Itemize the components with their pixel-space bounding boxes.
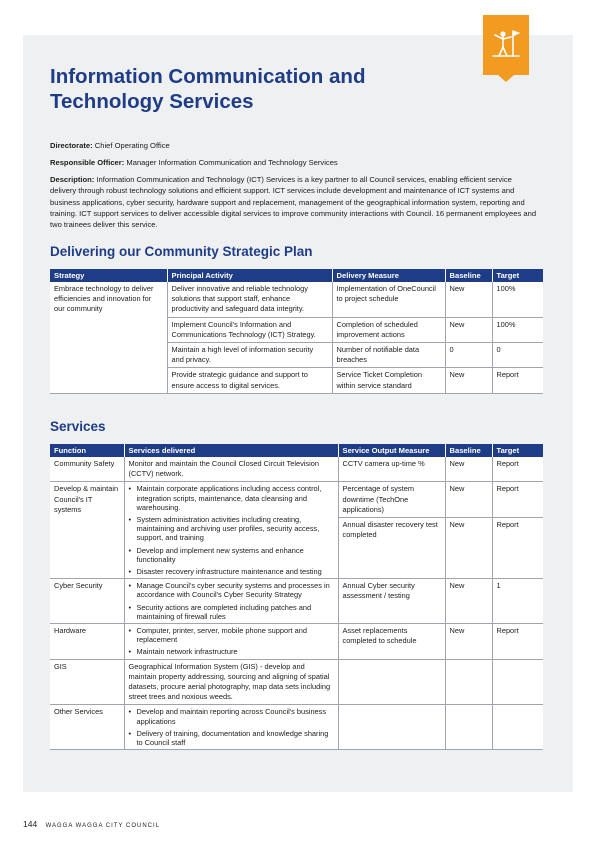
measure-cell: Annual Cyber security assessment / testing (338, 579, 445, 624)
measure-cell (338, 705, 445, 750)
target-cell: 0 (492, 343, 543, 368)
section-badge (483, 15, 529, 75)
baseline-cell: New (445, 624, 492, 660)
function-cell: GIS (50, 659, 124, 705)
community-figure-icon (492, 28, 520, 58)
page-title (50, 64, 470, 114)
target-cell: Report (492, 457, 543, 482)
measure-cell: CCTV camera up-time % (338, 457, 445, 482)
target-cell: 100% (492, 282, 543, 317)
list-item: • Maintain corporate applications including access control, integration scripts, maintenance, data cleansing and warehousing. (129, 484, 334, 512)
target-cell: 100% (492, 317, 543, 342)
measure-cell: Number of notifiable data breaches (332, 343, 445, 368)
target-cell: Report (492, 518, 543, 579)
column-header: Baseline (445, 444, 492, 457)
list-item: • System administration activities including creating, maintaining and archiving user profiles, security access, support, and training (129, 515, 334, 543)
target-cell (492, 705, 543, 750)
column-header: Strategy (50, 269, 167, 282)
table-row (50, 624, 543, 660)
function-cell: Other Services (50, 705, 124, 750)
measure-cell: Completion of scheduled improvement actions (332, 317, 445, 342)
column-header: Delivery Measure (332, 269, 445, 282)
function-cell: Cyber Security (50, 579, 124, 624)
baseline-cell: New (445, 518, 492, 579)
table-header-row (50, 269, 543, 282)
strategic-plan-heading: Delivering our Community Strategic Plan (50, 244, 313, 259)
description-value: Information Communication and Technology (ICT) Services is a key partner to all Council services, enabling efficient service delivery through robust technology solutions and efficient support. ICT services include development and maintenance of ICT systems and business applications, cyber security, hardware support and replacement, management of the geographical information system, reporting and training. ICT support services to deliver accessible digital services to improve community interactions with Council. 16 permanent employees and two trainees deliver this service. (50, 175, 537, 230)
table-row (50, 282, 543, 317)
officer-value: Manager Information Communication and Technology Services (126, 158, 338, 167)
measure-cell: Service Ticket Completion within service standard (332, 368, 445, 393)
column-header: Target (492, 444, 543, 457)
column-header: Principal Activity (167, 269, 332, 282)
function-cell: Develop & maintain Council's IT systems (50, 482, 124, 579)
list-item: • Manage Council's cyber security systems and processes in accordance with Council's Cyber Security Strategy (129, 581, 334, 599)
table-row (50, 659, 543, 705)
table-row (50, 482, 543, 518)
footer-org-name: WAGGA WAGGA CITY COUNCIL (45, 823, 161, 829)
service-cell (124, 624, 338, 660)
directorate-label: Directorate: (50, 141, 93, 150)
activity-cell: Provide strategic guidance and support to ensure access to digital services. (167, 368, 332, 393)
baseline-cell: New (445, 368, 492, 393)
baseline-cell (445, 705, 492, 750)
function-cell: Community Safety (50, 457, 124, 482)
baseline-cell: New (445, 282, 492, 317)
table-row (50, 705, 543, 750)
service-cell (124, 705, 338, 750)
table-header-row (50, 444, 543, 457)
description-label: Description: (50, 175, 95, 184)
column-header: Function (50, 444, 124, 457)
measure-cell: Asset replacements completed to schedule (338, 624, 445, 660)
target-cell: Report (492, 624, 543, 660)
directorate-value: Chief Operating Office (94, 141, 170, 150)
list-item: • Maintain network infrastructure (129, 647, 334, 656)
activity-cell: Deliver innovative and reliable technology solutions that support staff, enhance productivity and safeguard data integrity. (167, 282, 332, 317)
officer-label: Responsible Officer: (50, 158, 125, 167)
page-footer (23, 819, 160, 829)
service-cell (124, 482, 338, 579)
activity-cell: Implement Council's Information and Communications Technology (ICT) Strategy. (167, 317, 332, 342)
target-cell: Report (492, 368, 543, 393)
services-heading: Services (50, 419, 106, 434)
measure-cell (338, 659, 445, 705)
list-item: • Computer, printer, server, mobile phone support and replacement (129, 626, 334, 644)
officer-line (50, 157, 540, 168)
baseline-cell: 0 (445, 343, 492, 368)
measure-cell: Percentage of system downtime (TechOne applications) (338, 482, 445, 518)
list-item: • Develop and implement new systems and enhance functionality (129, 546, 334, 564)
list-item: • Delivery of training, documentation and knowledge sharing to Council staff (129, 729, 334, 747)
column-header: Baseline (445, 269, 492, 282)
list-item: • Develop and maintain reporting across Council's business applications (129, 707, 334, 725)
strategy-cell: Embrace technology to deliver efficiencies and innovation for our community (50, 282, 167, 393)
service-cell: Geographical Information System (GIS) - develop and maintain property addressing, sourcing and aligning of spatial datasets, procure aerial photography, map data sets including street trees and noxious weeds. (124, 659, 338, 705)
baseline-cell: New (445, 317, 492, 342)
page-number: 144 (23, 819, 38, 829)
baseline-cell: New (445, 482, 492, 518)
column-header: Target (492, 269, 543, 282)
directorate-line (50, 140, 540, 151)
baseline-cell: New (445, 579, 492, 624)
strategic-plan-table (50, 269, 543, 394)
list-item: • Disaster recovery infrastructure maintenance and testing (129, 567, 334, 576)
column-header: Service Output Measure (338, 444, 445, 457)
page-title-line2: Technology Services (50, 90, 254, 113)
measure-cell: Implementation of OneCouncil to project schedule (332, 282, 445, 317)
baseline-cell: New (445, 457, 492, 482)
services-table (50, 444, 543, 750)
function-cell: Hardware (50, 624, 124, 660)
target-cell: Report (492, 482, 543, 518)
table-row (50, 579, 543, 624)
list-item: • Security actions are completed including patches and maintaining of firewall rules (129, 603, 334, 621)
baseline-cell (445, 659, 492, 705)
page-title-line1: Information Communication and (50, 65, 366, 88)
service-cell: Monitor and maintain the Council Closed Circuit Television (CCTV) network. (124, 457, 338, 482)
measure-cell: Annual disaster recovery test completed (338, 518, 445, 579)
column-header: Services delivered (124, 444, 338, 457)
target-cell (492, 659, 543, 705)
target-cell: 1 (492, 579, 543, 624)
service-cell (124, 579, 338, 624)
table-row (50, 457, 543, 482)
activity-cell: Maintain a high level of information security and privacy. (167, 343, 332, 368)
description-paragraph (50, 174, 540, 230)
